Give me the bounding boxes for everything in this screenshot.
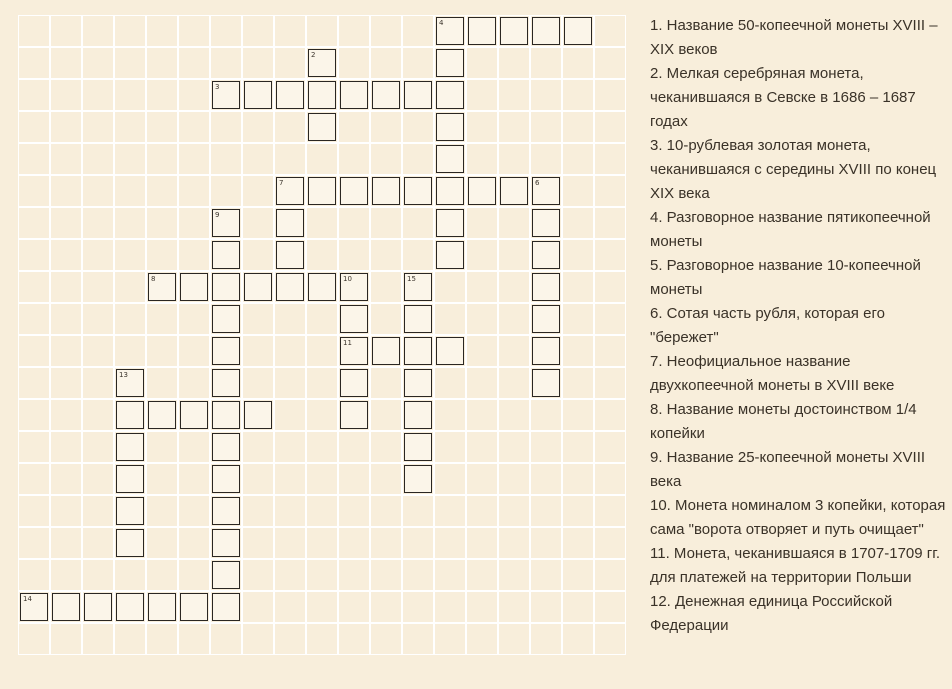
- crossword-cell[interactable]: [340, 177, 368, 205]
- crossword-cell[interactable]: [84, 593, 112, 621]
- crossword-cell[interactable]: [212, 529, 240, 557]
- crossword-cell[interactable]: [436, 209, 464, 237]
- crossword-cell[interactable]: [212, 497, 240, 525]
- crossword-cell[interactable]: [532, 273, 560, 301]
- crossword-cell[interactable]: [372, 177, 400, 205]
- crossword-cell[interactable]: [116, 401, 144, 429]
- crossword-cell[interactable]: [244, 401, 272, 429]
- crossword-cell[interactable]: [436, 337, 464, 365]
- crossword-cell[interactable]: [532, 369, 560, 397]
- crossword-cell[interactable]: [404, 433, 432, 461]
- crossword-cell[interactable]: [404, 337, 432, 365]
- clue-number: 15: [407, 275, 416, 283]
- crossword-cell[interactable]: [276, 209, 304, 237]
- crossword-cell[interactable]: [436, 145, 464, 173]
- crossword-cell[interactable]: [340, 273, 368, 301]
- crossword-cell[interactable]: [468, 17, 496, 45]
- clue-number: 8: [151, 275, 156, 283]
- crossword-cell[interactable]: [212, 209, 240, 237]
- crossword-cell[interactable]: [468, 177, 496, 205]
- crossword-cell[interactable]: [308, 81, 336, 109]
- crossword-cell[interactable]: [372, 337, 400, 365]
- crossword-cell[interactable]: [404, 177, 432, 205]
- crossword-cell[interactable]: [244, 273, 272, 301]
- crossword-cell[interactable]: [500, 17, 528, 45]
- clue-number: 14: [23, 595, 32, 603]
- crossword-cell[interactable]: [372, 81, 400, 109]
- clue-number: 13: [119, 371, 128, 379]
- crossword-cell[interactable]: [180, 401, 208, 429]
- clue-item: 1. Название 50-копеечной монеты XVIII – XIX веков: [650, 17, 938, 58]
- crossword-cell[interactable]: [148, 593, 176, 621]
- crossword-cell[interactable]: [148, 273, 176, 301]
- crossword-cell[interactable]: [404, 81, 432, 109]
- crossword-cell[interactable]: [116, 529, 144, 557]
- crossword-cell[interactable]: [532, 177, 560, 205]
- crossword-cell[interactable]: [532, 209, 560, 237]
- crossword-cell[interactable]: [436, 177, 464, 205]
- crossword-cell[interactable]: [212, 465, 240, 493]
- crossword-cell[interactable]: [436, 241, 464, 269]
- crossword-cell[interactable]: [212, 81, 240, 109]
- clue-number: 3: [215, 83, 220, 91]
- clue-item: 8. Название монеты достоинством 1/4 копейки: [650, 401, 917, 442]
- clue-item: 9. Название 25-копеечной монеты XVIII века: [650, 449, 926, 490]
- crossword-cell[interactable]: [340, 401, 368, 429]
- clue-number: 9: [215, 211, 220, 219]
- crossword-cell[interactable]: [116, 465, 144, 493]
- clue-number: 11: [343, 339, 352, 347]
- clue-item: 10. Монета номиналом 3 копейки, которая сама "ворота отворяет и путь очищает": [650, 497, 946, 538]
- crossword-cell[interactable]: [212, 241, 240, 269]
- crossword-cell[interactable]: [404, 465, 432, 493]
- crossword-cell[interactable]: [404, 369, 432, 397]
- clue-item: 3. 10-рублевая золотая монета, чеканившаяся с середины XVIII по конец XIX века: [650, 137, 937, 202]
- crossword-cell[interactable]: [532, 241, 560, 269]
- crossword-cell[interactable]: [436, 81, 464, 109]
- crossword-cell[interactable]: [532, 17, 560, 45]
- crossword-cell[interactable]: [116, 497, 144, 525]
- crossword-cell[interactable]: [212, 401, 240, 429]
- crossword-cell[interactable]: [276, 273, 304, 301]
- crossword-cell[interactable]: [180, 593, 208, 621]
- crossword-cell[interactable]: [212, 369, 240, 397]
- crossword-grid: [18, 15, 626, 655]
- crossword-cell[interactable]: [52, 593, 80, 621]
- crossword-cell[interactable]: [20, 593, 48, 621]
- crossword-cell[interactable]: [116, 593, 144, 621]
- clue-item: 5. Разговорное название 10-копеечной монеты: [650, 257, 921, 298]
- crossword-cell[interactable]: [180, 273, 208, 301]
- clue-number: 4: [439, 19, 444, 27]
- crossword-cell[interactable]: [212, 593, 240, 621]
- clue-number: 2: [311, 51, 316, 59]
- crossword-cell[interactable]: [212, 337, 240, 365]
- crossword-cell[interactable]: [436, 17, 464, 45]
- crossword-cell[interactable]: [532, 337, 560, 365]
- crossword-cell[interactable]: [308, 49, 336, 77]
- crossword-cell[interactable]: [404, 401, 432, 429]
- crossword-cell[interactable]: [212, 273, 240, 301]
- clue-number: 6: [535, 179, 540, 187]
- clue-list: [650, 14, 946, 638]
- crossword-cell[interactable]: [116, 369, 144, 397]
- crossword-cell[interactable]: [244, 81, 272, 109]
- crossword-cell[interactable]: [148, 401, 176, 429]
- clue-item: 6. Сотая часть рубля, которая его "бережет": [650, 305, 885, 346]
- crossword-cell[interactable]: [212, 561, 240, 589]
- crossword-cell[interactable]: [340, 337, 368, 365]
- crossword-cell[interactable]: [276, 241, 304, 269]
- crossword-cell[interactable]: [564, 17, 592, 45]
- crossword-cell[interactable]: [436, 49, 464, 77]
- crossword-cell[interactable]: [276, 177, 304, 205]
- crossword-cell[interactable]: [404, 273, 432, 301]
- clue-item: 11. Монета, чеканившаяся в 1707-1709 гг. для платежей на территории Польши: [650, 545, 941, 586]
- clue-number: 10: [343, 275, 352, 283]
- crossword-cell[interactable]: [116, 433, 144, 461]
- crossword-cell[interactable]: [404, 305, 432, 333]
- crossword-cell[interactable]: [276, 81, 304, 109]
- crossword-cell[interactable]: [308, 113, 336, 141]
- clue-item: 2. Мелкая серебряная монета, чеканившаяся в Севске в 1686 – 1687 годах: [650, 65, 916, 130]
- clue-item: 12. Денежная единица Российской Федерации: [650, 593, 893, 634]
- clue-item: 7. Неофициальное название двухкопеечной монеты в XVIII веке: [650, 353, 895, 394]
- crossword-cell[interactable]: [532, 305, 560, 333]
- crossword-cell[interactable]: [340, 305, 368, 333]
- crossword-cell[interactable]: [500, 177, 528, 205]
- clue-number: 7: [279, 179, 284, 187]
- crossword-cell[interactable]: [436, 113, 464, 141]
- crossword-cell[interactable]: [340, 369, 368, 397]
- crossword-cell[interactable]: [212, 433, 240, 461]
- clue-item: 4. Разговорное название пятикопеечной монеты: [650, 209, 931, 250]
- crossword-cell[interactable]: [212, 305, 240, 333]
- crossword-cell[interactable]: [340, 81, 368, 109]
- crossword-cell[interactable]: [308, 177, 336, 205]
- crossword-cell[interactable]: [308, 273, 336, 301]
